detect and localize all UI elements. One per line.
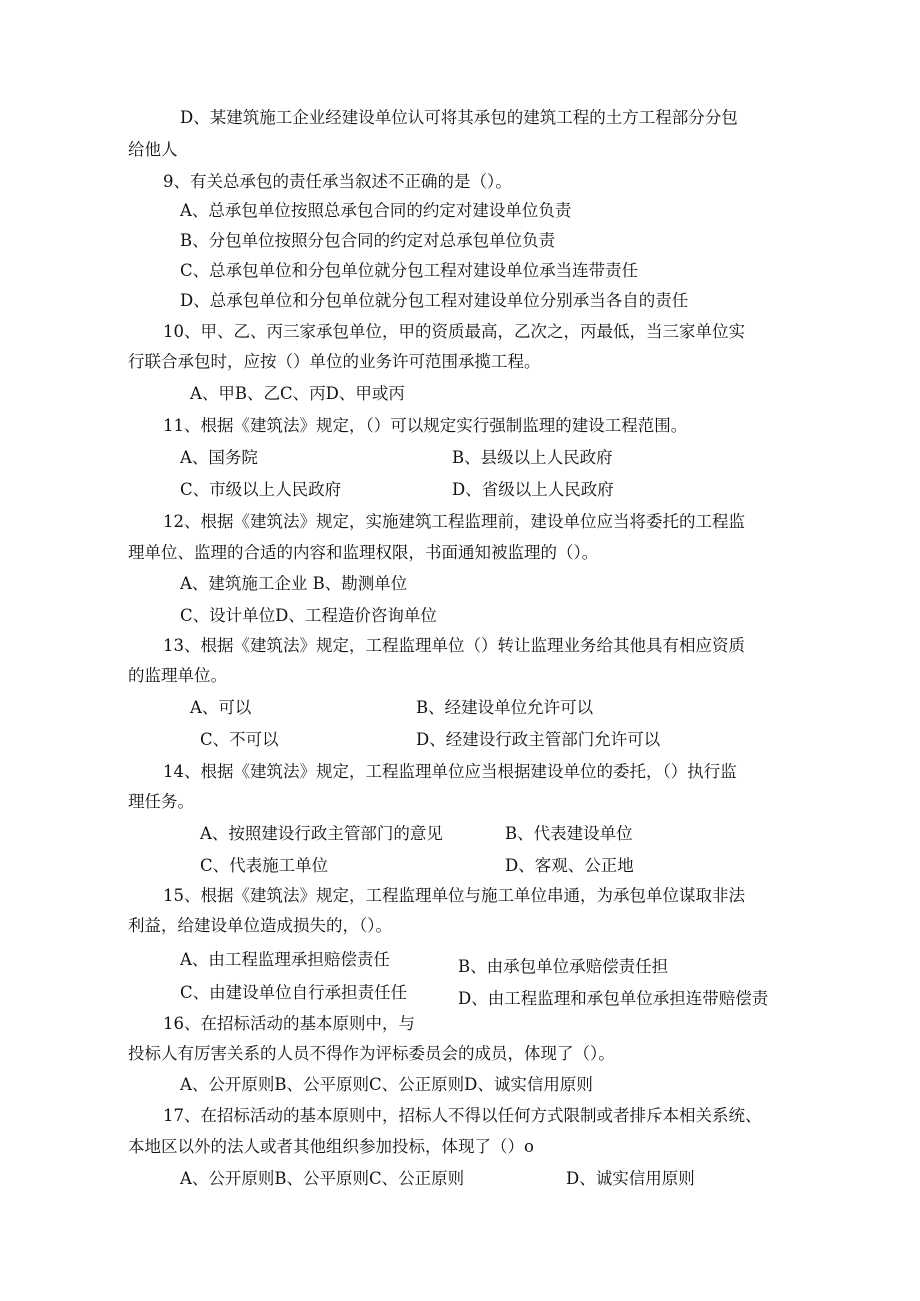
q14-stem-line1: 14、根据《建筑法》规定，工程监理单位应当根据建设单位的委托，（）执行监 [163, 762, 737, 781]
q15-option-c: C、由建设单位自行承担责任任 [180, 983, 408, 1002]
q9-option-a: A、总承包单位按照总承包合同的约定对建设单位负责 [180, 201, 572, 220]
q10-stem-line2: 行联合承包时，应按（）单位的业务许可范围承揽工程。 [128, 352, 541, 371]
q15-stem-line1: 15、根据《建筑法》规定，工程监理单位与施工单位串通，为承包单位谋取非法 [163, 886, 745, 905]
q16-options: A、公开原则B、公平原则C、公正原则D、诚实信用原则 [180, 1075, 593, 1094]
q9-option-d: D、总承包单位和分包单位就分包工程对建设单位分别承当各自的责任 [180, 291, 689, 310]
q14-option-a: A、按照建设行政主管部门的意见 [200, 824, 443, 843]
q16-stem-line2: 投标人有厉害关系的人员不得作为评标委员会的成员，体现了（）。 [128, 1044, 615, 1063]
q11-option-a: A、国务院 [180, 448, 258, 467]
q10-options: A、甲B、乙C、丙D、甲或丙 [190, 384, 405, 403]
q11-option-d: D、省级以上人民政府 [452, 480, 614, 499]
q17-stem-line1: 17、在招标活动的基本原则中，招标人不得以任何方式限制或者排斥本相关系统、 [163, 1106, 762, 1125]
q11-option-c: C、市级以上人民政府 [180, 480, 342, 499]
q13-option-d: D、经建设行政主管部门允许可以 [416, 730, 661, 749]
q17-options-abc: A、公开原则B、公平原则C、公正原则 [180, 1169, 465, 1188]
q16-stem-line1: 16、在招标活动的基本原则中，与 [163, 1014, 415, 1033]
q12-stem-line1: 12、根据《建筑法》规定，实施建筑工程监理前，建设单位应当将委托的工程监 [163, 512, 745, 531]
q15-option-a: A、由工程监理承担赔偿责任 [180, 950, 390, 969]
q12-options-ab: A、建筑施工企业 B、勘测单位 [180, 574, 408, 593]
q13-stem-line1: 13、根据《建筑法》规定，工程监理单位（）转让监理业务给其他具有相应资质 [163, 636, 745, 655]
q15-stem-line2: 利益，给建设单位造成损失的，（）。 [128, 916, 392, 935]
q8-option-d-line2: 给他人 [128, 140, 178, 159]
q15-option-b: B、由承包单位承赔偿责任担 [458, 957, 669, 976]
q12-options-cd: C、设计单位D、工程造价咨询单位 [180, 606, 437, 625]
q17-option-d: D、诚实信用原则 [566, 1169, 695, 1188]
q13-stem-line2: 的监理单位。 [128, 666, 227, 685]
q17-stem-line2: 本地区以外的法人或者其他组织参加投标，体现了（）o [128, 1137, 534, 1156]
q12-stem-line2: 理单位、监理的合适的内容和监理权限，书面通知被监理的（）。 [128, 543, 599, 562]
q14-option-b: B、代表建设单位 [505, 824, 633, 843]
q14-option-c: C、代表施工单位 [200, 856, 329, 875]
q13-option-b: B、经建设单位允许可以 [416, 698, 594, 717]
q13-option-a: A、可以 [190, 698, 252, 717]
q9-option-c: C、总承包单位和分包单位就分包工程对建设单位承当连带责任 [180, 261, 639, 280]
q9-option-b: B、分包单位按照分包合同的约定对总承包单位负责 [180, 231, 556, 250]
q9-stem: 9、有关总承包的责任承当叙述不正确的是（）。 [163, 172, 512, 191]
q14-option-d: D、客观、公正地 [505, 856, 634, 875]
q15-option-d: D、由工程监理和承包单位承担连带赔偿责 [458, 989, 769, 1008]
q13-option-c: C、不可以 [200, 730, 279, 749]
q14-stem-line2: 理任务。 [128, 792, 194, 811]
q11-stem: 11、根据《建筑法》规定，（）可以规定实行强制监理的建设工程范围。 [163, 416, 688, 435]
q11-option-b: B、县级以上人民政府 [452, 448, 613, 467]
q8-option-d-line1: D、某建筑施工企业经建设单位认可将其承包的建筑工程的土方工程部分分包 [180, 108, 738, 127]
q10-stem-line1: 10、甲、乙、丙三家承包单位，甲的资质最高，乙次之，丙最低，当三家单位实 [163, 322, 745, 341]
